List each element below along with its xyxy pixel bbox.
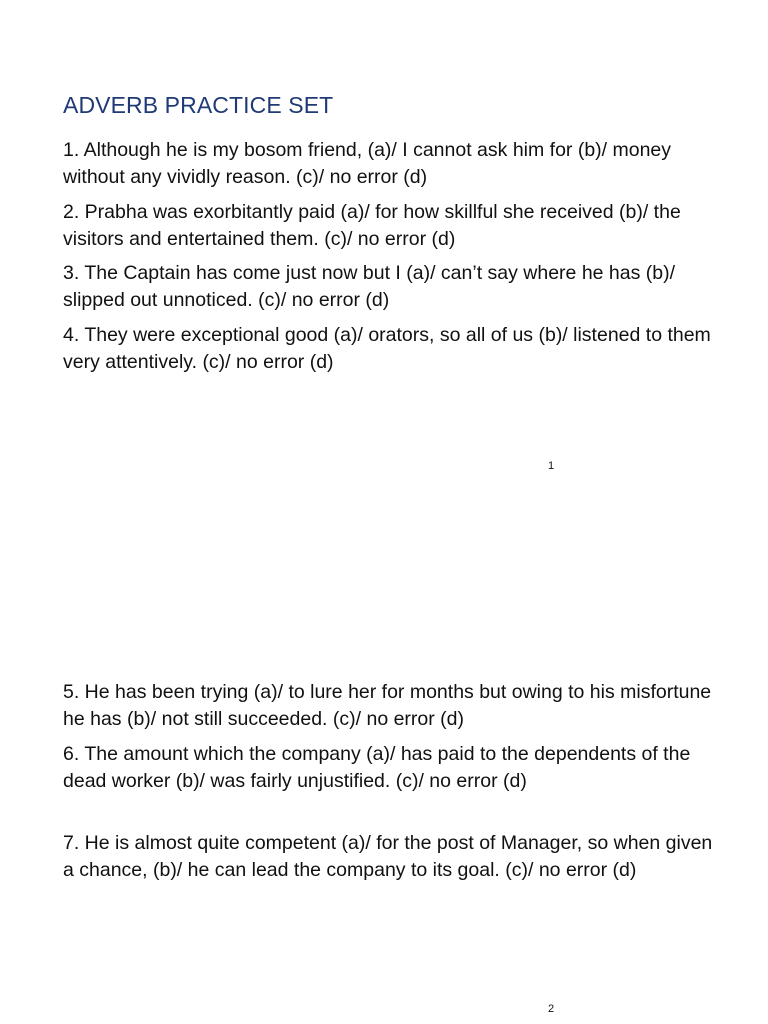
question-6: 6. The amount which the company (a)/ has paid to the dependents of the dead worker (b)/ was fairly unjustified. (c)/ no error (d)	[63, 743, 691, 792]
question-5: 5. He has been trying (a)/ to lure her for months but owing to his misfortune he has (b)/ not still succeeded. (c)/ no error (d)	[63, 681, 712, 730]
page-number-1: 1	[548, 460, 555, 472]
question-3: 3. The Captain has come just now but I (a)/ can’t say where he has (b)/ slipped out unnoticed. (c)/ no error (d)	[63, 262, 676, 311]
question-7: 7. He is almost quite competent (a)/ for the post of Manager, so when given a chance, (b)/ he can lead the company to its goal. (c)/ no error (d)	[63, 832, 713, 881]
question-4: 4. They were exceptional good (a)/ orators, so all of us (b)/ listened to them very attentively. (c)/ no error (d)	[63, 324, 711, 373]
question-2: 2. Prabha was exorbitantly paid (a)/ for how skillful she received (b)/ the visitors and entertained them. (c)/ no error (d)	[63, 201, 681, 250]
page-title: ADVERB PRACTICE SET	[63, 92, 334, 118]
question-1: 1. Although he is my bosom friend, (a)/ I cannot ask him for (b)/ money without any vividly reason. (c)/ no error (d)	[63, 139, 672, 188]
page-number-2: 2	[548, 1003, 555, 1015]
